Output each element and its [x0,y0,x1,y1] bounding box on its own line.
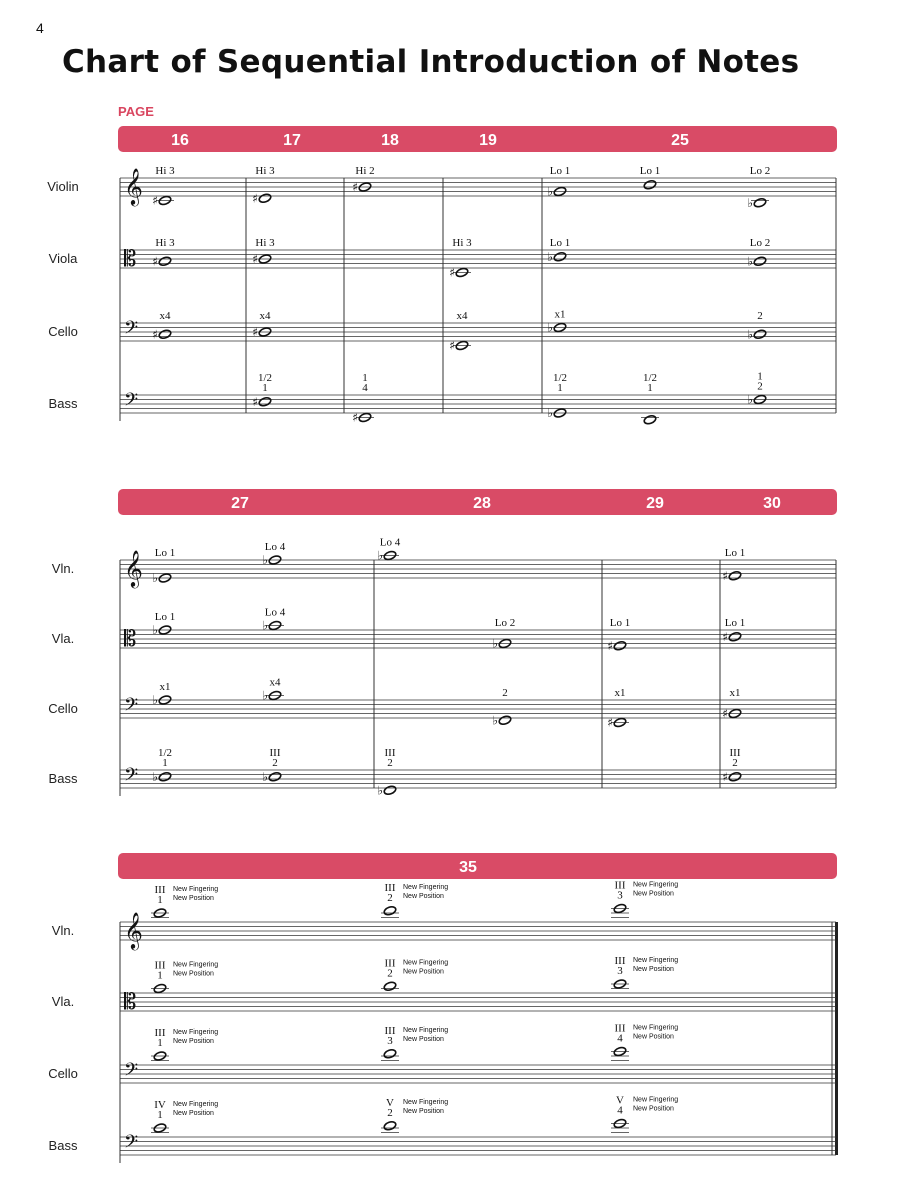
instrument-label: Vln. [51,923,75,938]
fingering-label: Lo 4 [379,536,401,549]
fingering-label: Lo 4 [264,541,286,553]
whole-note [158,329,172,340]
fingering-label: 2 [272,757,278,769]
fingering-label: V [386,1096,394,1109]
treble-clef-icon: 𝄞 [124,911,143,949]
fingering-label: 1 [157,1109,163,1121]
sharp-icon: ♯ [722,769,728,784]
measure-number: 19 [479,132,497,149]
new-position-note: New Position [633,966,674,973]
whole-note [728,570,742,581]
flat-icon: ♭ [747,254,753,269]
fingering-label: 1/2 [552,372,568,384]
sharp-icon: ♯ [252,325,258,339]
whole-note [383,785,397,796]
whole-note [753,329,767,340]
flat-icon: ♭ [747,392,753,407]
instrument-label: Bass [48,396,78,411]
flat-icon: ♭ [262,618,268,633]
flat-icon: ♭ [152,693,158,707]
flat-icon: ♭ [547,184,553,199]
fingering-label: V [616,1094,624,1107]
fingering-label: 2 [387,757,393,769]
new-position-note: New Position [633,1033,674,1041]
page-label: PAGE [118,104,154,119]
new-fingering-note: New Fingering [633,957,679,964]
sharp-icon: ♯ [722,629,728,644]
fingering-label: x1 [554,308,566,321]
bass-clef-icon: 𝄢 [124,1060,139,1085]
treble-clef-icon: 𝄞 [124,167,143,205]
whole-note [643,414,657,425]
fingering-label: Lo 2 [749,237,771,249]
measure-number: 25 [671,132,689,149]
new-fingering-note: New Fingering [403,1026,449,1034]
fingering-label: III [729,747,741,759]
whole-note [728,631,742,642]
flat-icon: ♭ [547,406,553,420]
sharp-icon: ♯ [449,265,455,280]
instrument-label: Vla. [51,631,75,646]
measure-number: 16 [171,132,189,149]
fingering-label: Hi 3 [155,165,175,177]
fingering-label: x4 [269,676,281,689]
fingering-label: x4 [159,310,171,322]
fingering-label: III [614,1022,626,1035]
fingering-label: 1 [557,382,563,394]
whole-note [383,905,397,916]
instrument-label: Vln. [51,561,75,576]
page-title: Chart of Sequential Introduction of Notes [62,44,800,80]
new-fingering-note: New Fingering [173,1101,219,1108]
whole-note [268,771,282,782]
new-position-note: New Position [633,1105,674,1113]
fingering-label: 1 [157,1037,163,1049]
new-position-note: New Position [403,1035,444,1043]
fingering-label: 1/2 [642,372,658,384]
whole-note [158,771,172,782]
new-position-note: New Position [403,892,444,900]
fingering-label: 4 [362,382,368,394]
fingering-label: Lo 1 [724,547,746,559]
bass-clef-icon: 𝄢 [124,390,139,415]
fingering-label: Hi 3 [155,237,175,249]
fingering-label: 2 [387,967,393,980]
fingering-label: III [154,1027,166,1039]
fingering-label: 2 [387,1106,393,1119]
fingering-label: III [384,881,396,894]
fingering-label: 2 [757,310,763,322]
flat-icon: ♭ [262,688,268,703]
whole-note [383,1120,397,1131]
alto-clef-icon: 𝄡 [124,990,137,1015]
new-position-note: New Position [173,970,214,978]
sharp-icon: ♯ [449,338,455,353]
sharp-icon: ♯ [352,180,358,194]
flat-icon: ♭ [262,769,268,784]
fingering-label: III [384,1024,396,1037]
fingering-label: 4 [617,1032,623,1045]
fingering-label: Lo 1 [639,165,661,177]
flat-icon: ♭ [547,320,553,335]
sharp-icon: ♯ [252,394,258,409]
sharp-icon: ♯ [722,706,728,721]
measure-number: 28 [473,495,491,512]
fingering-label: III [614,879,626,892]
new-fingering-note: New Fingering [403,1098,449,1106]
fingering-label: x1 [159,681,171,693]
whole-note [258,396,272,407]
fingering-label: 3 [617,889,623,902]
sharp-icon: ♯ [152,327,158,342]
alto-clef-icon: 𝄡 [124,247,137,272]
new-fingering-note: New Fingering [403,959,449,967]
instrument-label: Bass [48,1138,78,1153]
fingering-label: 2 [387,891,393,904]
fingering-label: 1 [162,757,168,769]
whole-note [728,771,742,782]
fingering-label: Hi 3 [255,165,275,177]
fingering-label: Lo 2 [494,617,516,629]
flat-icon: ♭ [547,249,553,264]
measure-number: 29 [646,495,664,512]
fingering-label: 4 [617,1104,623,1117]
fingering-label: III [384,747,396,759]
fingering-label: III [154,959,166,972]
whole-note [258,193,272,204]
fingering-label: Hi 3 [452,237,472,249]
fingering-label: Lo 4 [264,606,286,619]
fingering-label: Lo 1 [154,547,176,559]
fingering-label: IV [154,1099,166,1111]
flat-icon: ♭ [377,548,383,563]
fingering-label: x1 [614,687,626,699]
fingering-label: Lo 1 [549,165,571,177]
new-fingering-note: New Fingering [633,881,679,889]
whole-note [498,715,512,726]
fingering-label: 1 [362,372,368,384]
flat-icon: ♭ [152,571,158,585]
fingering-label: x4 [259,310,271,322]
fingering-label: Lo 1 [154,611,176,623]
flat-icon: ♭ [747,327,753,342]
fingering-label: 1 [757,370,763,383]
fingering-label: 2 [757,380,763,393]
whole-note [643,179,657,190]
fingering-label: 2 [732,757,738,769]
flat-icon: ♭ [152,623,158,637]
new-position-note: New Position [173,1038,214,1045]
treble-clef-icon: 𝄞 [124,549,143,587]
new-fingering-note: New Fingering [173,886,219,893]
measure-number: 35 [459,859,477,876]
fingering-label: Lo 1 [549,237,571,249]
measure-number-bar [118,126,837,152]
new-position-note: New Position [633,890,674,898]
final-barline-thick [835,922,838,1155]
measure-number: 27 [231,495,249,512]
whole-note [613,640,627,651]
fingering-label: 1 [157,894,163,906]
whole-note [383,1048,397,1059]
new-fingering-note: New Fingering [403,883,449,891]
page-number: 4 [36,20,44,36]
instrument-label: Cello [48,1066,78,1081]
bass-clef-icon: 𝄢 [124,1132,139,1157]
fingering-label: 1/2 [157,747,173,759]
new-position-note: New Position [173,1110,214,1117]
instrument-label: Viola [48,251,78,266]
whole-note [553,251,567,262]
measure-number: 30 [763,495,781,512]
fingering-label: III [154,884,166,896]
new-position-note: New Position [403,968,444,976]
new-position-note: New Position [173,895,214,902]
sharp-icon: ♯ [607,715,613,730]
whole-note [753,197,767,208]
measure-number-bar [118,853,837,879]
new-fingering-note: New Fingering [173,1029,219,1036]
flat-icon: ♭ [492,713,498,728]
new-position-note: New Position [403,1107,444,1115]
instrument-label: Cello [48,701,78,716]
fingering-label: 1 [647,382,653,394]
bass-clef-icon: 𝄢 [124,695,139,720]
sharp-icon: ♯ [152,254,158,269]
measure-number: 18 [381,132,399,149]
fingering-label: Lo 1 [724,617,746,629]
measure-number: 17 [283,132,301,149]
fingering-label: III [614,955,626,967]
fingering-label: Lo 1 [609,617,631,629]
new-fingering-note: New Fingering [633,1024,679,1032]
whole-note [383,981,397,992]
fingering-label: 3 [387,1034,393,1047]
new-fingering-note: New Fingering [173,961,219,969]
fingering-label: 3 [617,965,623,977]
fingering-label: 1/2 [257,372,273,384]
fingering-label: 1 [262,382,268,394]
flat-icon: ♭ [492,636,498,651]
fingering-label: Lo 2 [749,165,771,177]
sharp-icon: ♯ [252,191,258,206]
bass-clef-icon: 𝄢 [124,318,139,343]
new-fingering-note: New Fingering [633,1096,679,1104]
fingering-label: 2 [502,687,508,699]
fingering-label: Hi 2 [355,165,375,177]
flat-icon: ♭ [377,783,383,798]
fingering-label: 1 [157,969,163,982]
flat-icon: ♭ [747,195,753,210]
sharp-icon: ♯ [722,568,728,583]
alto-clef-icon: 𝄡 [124,627,137,652]
whole-note [158,256,172,267]
fingering-label: x1 [729,687,741,699]
fingering-label: III [269,747,281,759]
whole-note [753,256,767,267]
flat-icon: ♭ [152,769,158,784]
instrument-label: Vla. [51,994,75,1009]
flat-icon: ♭ [262,553,268,567]
fingering-label: III [384,957,396,970]
instrument-label: Bass [48,771,78,786]
fingering-label: Hi 3 [255,237,275,249]
sharp-icon: ♯ [352,410,358,425]
bass-clef-icon: 𝄢 [124,765,139,790]
sharp-icon: ♯ [252,252,258,266]
sharp-icon: ♯ [152,193,158,208]
sharp-icon: ♯ [607,638,613,653]
fingering-label: x4 [456,310,468,322]
instrument-label: Cello [48,324,78,339]
instrument-label: Violin [47,179,79,194]
